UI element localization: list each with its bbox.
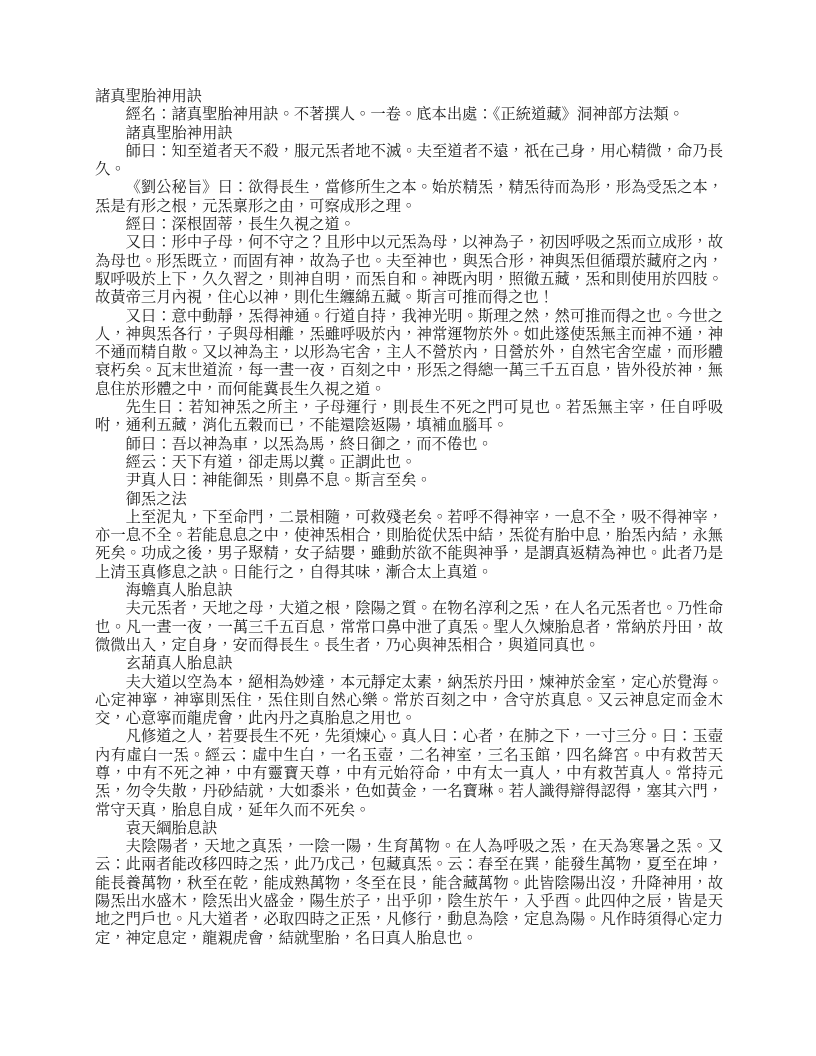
paragraph: 夫陰陽者，天地之真炁，一陰一陽，生育萬物。在人為呼吸之炁，在天為寒暑之炁。又云：此兩者能改移四時之炁，此乃戊己，包藏真炁。云：春至在巽，能發生萬物，夏至在坤，能長養萬物，秋至在乾，能成熟萬物，冬至在艮，能含藏萬物。此皆陰陽出沒，升降神用，故陽炁出水盛木，陰炁出火盛金，陽生於子，出乎卯，陰生於午，入乎酉。此四仲之辰，皆是天地之門戶也。凡大道者，必取四時之正炁，凡修行，動息為陰，定息為陽。凡作時須得心定力定，神定息定，龍親虎會，結就聖胎，名曰真人胎息也。 [95,838,723,947]
paragraph: 袁天綱胎息訣 [125,819,218,837]
paragraph: 《劉公秘旨》曰：欲得長生，當修所生之本。始於精炁，精炁待而為形，形為受炁之本，炁是有形之根，元炁稟形之由，可察成形之理。 [95,179,723,215]
paragraph: 師曰：吾以神為車，以炁為馬，終日御之，而不倦也。 [125,435,493,453]
paragraph: 尹真人曰：神能御炁，則鼻不息。斯言至矣。 [125,472,432,490]
paragraph: 又曰：意中動靜，炁得神通。行道自持，我神光明。斯理之然，然可推而得之也。今世之人，神與炁各行，子與母相離，炁雖呼吸於內，神常運物於外。如此遂使炁無主而神不通，神不通而精自散。又以神為主，以形為宅舍，主人不營於內，日營於外，自然宅舍空虛，而形體衰朽矣。瓦末世道流，每一晝一夜，百刻之中，形炁之得總一萬三千五百息，皆外役於神，無息住於形體之中，而何能冀長生久視之道。 [95,307,723,398]
paragraph: 海蟾真人胎息訣 [125,582,233,600]
paragraph: 夫元炁者，天地之母，大道之根，陰陽之質。在物名淳利之炁，在人名元炁者也。乃性命也。凡一晝一夜，一萬三千五百息，常常口鼻中泄了真炁。聖人久煉胎息者，常納於丹田，故微微出入，定自身，安而得長生。長生者，乃心與神炁相合，與道同真也。 [95,600,723,654]
paragraph: 經云：天下有道，卻走馬以糞。正謂此也。 [125,453,417,471]
paragraph: 凡修道之人，若要長生不死，先須煉心。真人曰：心者，在肺之下，一寸三分。曰：玉壺內有虛白一炁。經云：虛中生白，一名玉壺，二名神室，三名玉館，四名絳宮。中有救苦天尊，中有不死之神，中有靈寶天尊，中有元始符命，中有太一真人，中有救苦真人。常持元炁，勿令失散，丹砂結就，大如黍米，色如黃金，一名寶琳。若人識得辯得認得，塞其六門，常守天真，胎息自成，延年久而不死矣。 [95,728,723,819]
paragraph: 經曰：深根固蒂，長生久視之道。 [125,216,356,234]
paragraph: 御炁之法 [125,490,187,508]
text-block [95,88,723,948]
paragraph: 玄葫真人胎息訣 [125,655,233,673]
paragraph: 諸真聖胎神用訣 [125,124,233,142]
paragraph: 上至泥丸，下至命門，二景相隨，可救殘老矣。若呼不得神宰，一息不全，吸不得神宰，亦一息不全。若能息息之中，使神炁相合，則胎從伏炁中結，炁從有胎中息，胎炁內結，永無死矣。功成之後，男子聚精，女子結嬰，雖動於欲不能與神爭，是謂真返精為神也。此者乃是上清玉真修息之訣。日能行之，自得其味，漸合太上真道。 [95,508,723,581]
paragraph: 又曰：形中子母，何不守之？且形中以元炁為母，以神為子，初因呼吸之炁而立成形，故為母也。形炁既立，而固有神，故為子也。夫至神也，與炁合形，神與炁但循環於藏府之內，馭呼吸於上下，久久習之，則神自明，而炁自和。神既內明，照徹五藏，炁和則使用於四肢。故黃帝三月內視，住心以神，則化生纏綿五藏。斯言可推而得之也！ [95,234,723,307]
paragraph: 夫大道以空為本，絕相為妙達，本元靜定太素，納炁於丹田，煉神於金室，定心於覺海。心定神寧，神寧則炁住，炁住則自然心樂。常於百刻之中，含守於真息。又云神息定而金木交，心意寧而龍虎會，此內丹之真胎息之用也。 [95,673,723,728]
document-title: 諸真聖胎神用訣 [95,88,203,105]
paragraph: 經名：諸真聖胎神用訣。不著撰人。一卷。底本出處：《正統道藏》洞神部方法類。 [125,106,684,124]
paragraph: 先生曰：若知神炁之所主，子母運行，則長生不死之門可見也。若炁無主宰，任自呼吸咐，通利五藏，消化五穀而已，不能還陰返陽，填補血腦耳。 [95,399,723,435]
paragraph: 師曰：知至道者天不殺，服元炁者地不滅。夫至道者不遠，祇在己身，用心精微，命乃長久。 [95,142,723,179]
